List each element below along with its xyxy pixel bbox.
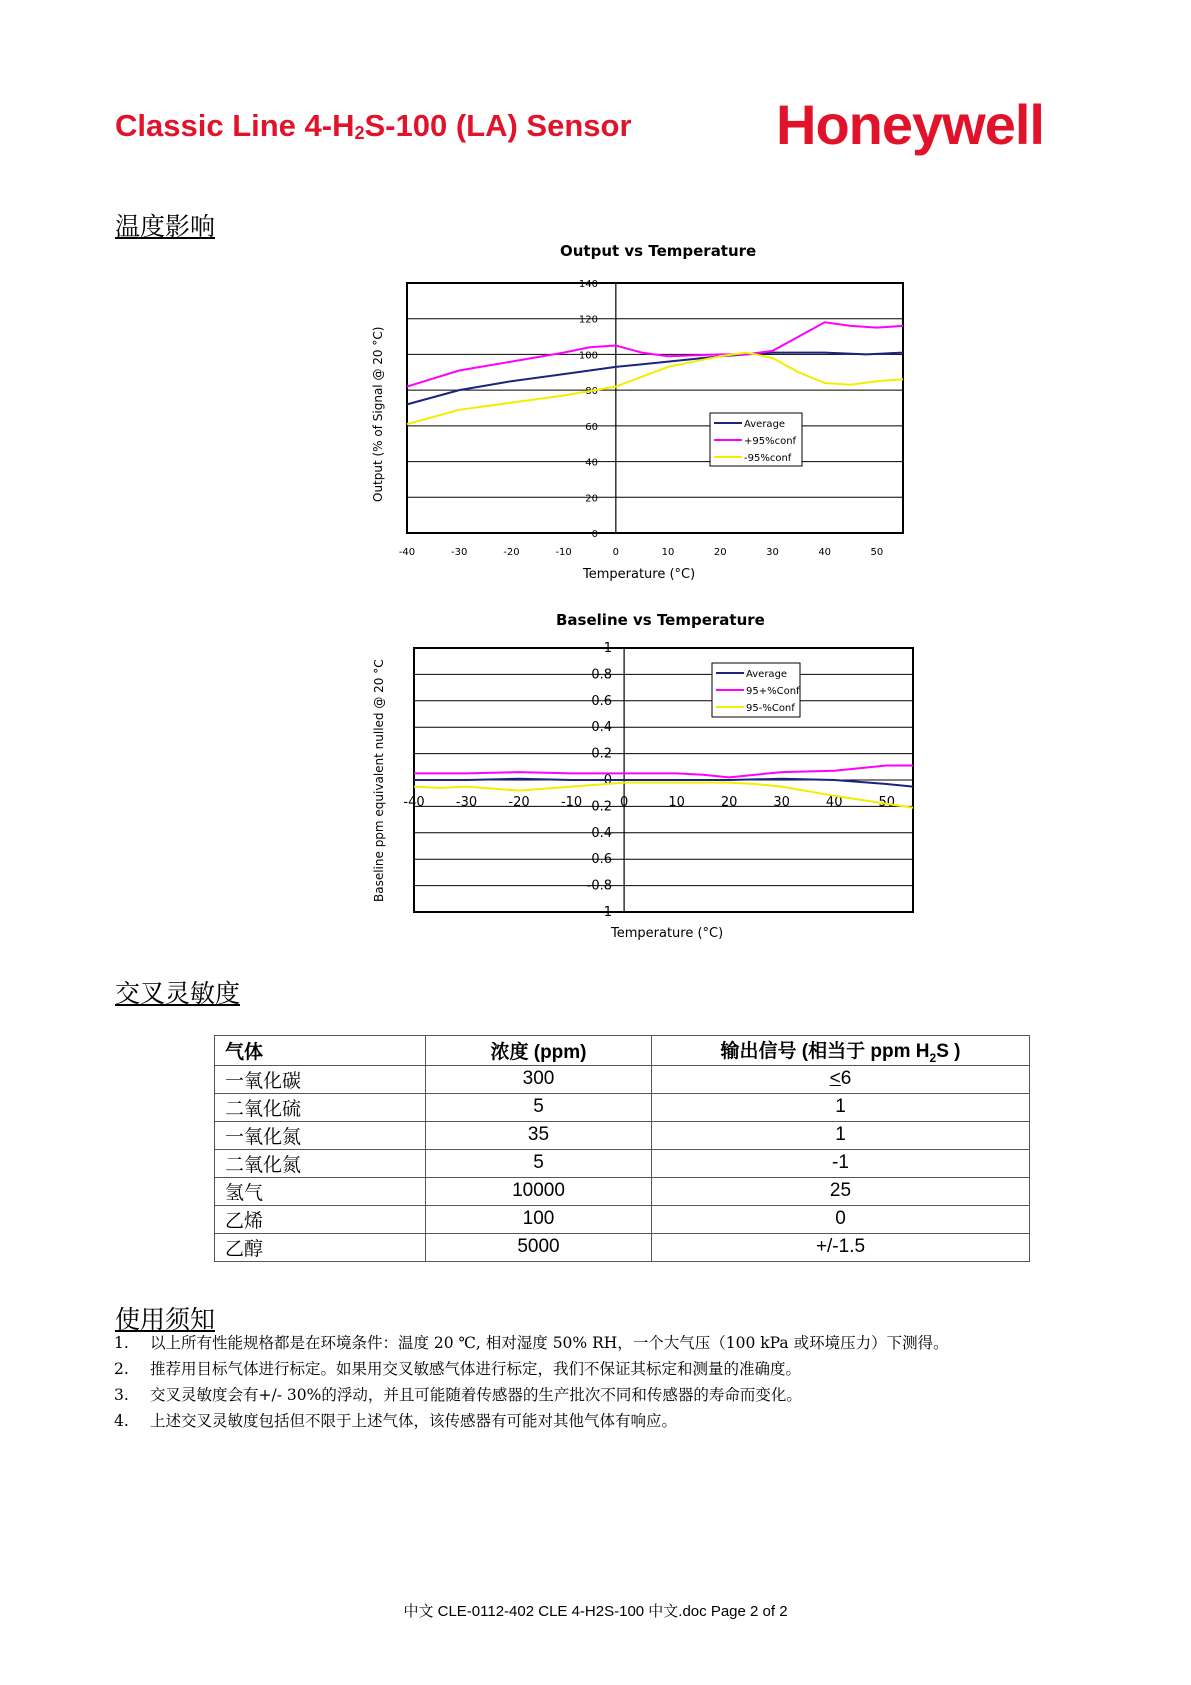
x-tick-label: -10 (560, 795, 583, 810)
chart2-xlabel: Temperature (°C) (611, 926, 724, 941)
list-item-number: 2. (114, 1360, 129, 1378)
legend-label: 95-%Conf (746, 703, 795, 714)
x-tick-label: 0 (619, 795, 629, 810)
table-cell-concentration: 100 (426, 1205, 652, 1233)
legend-label: +95%conf (744, 436, 797, 447)
x-tick-label: -10 (555, 547, 572, 558)
section-heading-usage-notes: 使用须知 (115, 1305, 216, 1334)
table-cell-output: <6 (652, 1065, 1030, 1093)
list-item-text: 交叉灵敏度会有+/- 30%的浮动，并且可能随着传感器的生产批次不同和传感器的寿命而变化。 (150, 1386, 802, 1404)
list-item-number: 3. (114, 1386, 129, 1404)
table-header-gas: 气体 (215, 1036, 426, 1066)
y-tick-label: 80 (585, 386, 598, 398)
table-cell-output: 25 (652, 1177, 1030, 1205)
table-cell-concentration: 5 (426, 1149, 652, 1177)
list-item-text: 上述交叉灵敏度包括但不限于上述气体，该传感器有可能对其他气体有响应。 (150, 1412, 678, 1430)
table-header-row (215, 1036, 1030, 1066)
y-tick-label: 0.2 (591, 799, 612, 815)
table-header-output: 输出信号 (相当于 ppm $H_2S$ ) (652, 1036, 1030, 1066)
y-tick-label: 100 (578, 350, 598, 362)
table-row (215, 1093, 1030, 1121)
table-row (215, 1065, 1030, 1093)
table-cell-concentration: 35 (426, 1121, 652, 1149)
list-item-text: 推荐用目标气体进行标定。如果用交叉敏感气体进行标定，我们不保证其标定和测量的准确度。 (150, 1360, 802, 1378)
x-tick-label: 30 (773, 795, 790, 810)
table-cell-output: 1 (652, 1121, 1030, 1149)
x-tick-label: 50 (870, 547, 884, 558)
page-footer: 中文 CLE-0112-402 CLE 4-H2S-100 中文.doc Page 2 of 2 (403, 1603, 788, 1620)
table-row (215, 1149, 1030, 1177)
y-tick-label: 0.2 (591, 746, 612, 762)
table-row (215, 1177, 1030, 1205)
chart1-title: Output vs Temperature (560, 242, 757, 260)
honeywell-logo: Honeywell (776, 93, 1044, 156)
y-tick-label: 0.8 (591, 667, 612, 683)
table-cell-output: +/-1.5 (652, 1233, 1030, 1261)
x-tick-label: 0 (612, 547, 620, 558)
list-item (114, 1382, 949, 1408)
table-row (215, 1233, 1030, 1261)
usage-notes-list (114, 1330, 949, 1434)
cross-sensitivity-table (214, 1035, 1030, 1262)
x-tick-label: -40 (398, 547, 416, 558)
x-tick-label: 20 (713, 547, 727, 558)
x-tick-label: -30 (451, 547, 468, 558)
y-tick-label: 1 (603, 641, 612, 656)
table-cell-concentration: 5000 (426, 1233, 652, 1261)
section-heading-temperature: 温度影响 (115, 212, 216, 241)
y-tick-label: 120 (578, 314, 598, 326)
y-tick-label: 0.6 (591, 693, 612, 709)
x-tick-label: -20 (508, 795, 530, 810)
table-header-concentration: 浓度 (ppm) (426, 1036, 652, 1066)
table-cell-output: 1 (652, 1093, 1030, 1121)
table-row (215, 1205, 1030, 1233)
table-cell-gas: 一氧化碳 (215, 1065, 426, 1093)
chart1-xlabel: Temperature (°C) (583, 567, 696, 582)
x-tick-label: 10 (668, 795, 685, 810)
document-title: Classic Line $4-H_2S-100$ (LA) Sensor (115, 108, 632, 143)
chart2-title: Baseline vs Temperature (556, 611, 765, 629)
y-tick-label: -0.8 (586, 878, 612, 894)
x-tick-label: -20 (503, 547, 520, 558)
table-cell-gas: 氢气 (215, 1177, 426, 1205)
list-item (114, 1330, 949, 1356)
y-tick-label: 60 (585, 421, 598, 433)
y-tick-label: 0.6 (591, 852, 612, 868)
y-tick-label: 0.4 (591, 720, 612, 736)
y-tick-label: 0 (591, 529, 598, 540)
list-item-number: 4. (114, 1412, 129, 1430)
chart1-ylabel: Output (% of Signal @ 20 °C) (371, 326, 385, 502)
x-tick-label: 40 (825, 795, 843, 810)
list-item (114, 1408, 949, 1434)
table-cell-gas: 一氧化氮 (215, 1121, 426, 1149)
table-cell-output: 0 (652, 1205, 1030, 1233)
x-tick-label: 40 (818, 547, 832, 558)
legend-label: 95+%Conf (746, 686, 800, 697)
x-tick-label: -30 (455, 795, 478, 810)
table-cell-concentration: 5 (426, 1093, 652, 1121)
list-item-number: 1. (114, 1334, 129, 1352)
x-tick-label: 50 (878, 795, 896, 810)
y-tick-label: 140 (578, 279, 598, 290)
list-item-text: 以上所有性能规格都是在环境条件：温度 20 ℃, 相对湿度 50% RH，一个大气压（100 kPa 或环境压力）下测得。 (150, 1334, 949, 1352)
legend-label: Average (746, 669, 788, 680)
y-tick-label: 40 (585, 457, 598, 469)
legend-label: -95%conf (744, 453, 792, 464)
y-tick-label: 0.4 (591, 825, 612, 841)
y-tick-label: 0 (603, 773, 612, 788)
section-heading-cross-sensitivity: 交叉灵敏度 (115, 979, 241, 1008)
x-tick-label: 20 (720, 795, 738, 810)
table-cell-output: -1 (652, 1149, 1030, 1177)
legend-label: Average (744, 419, 786, 430)
table-cell-concentration: 10000 (426, 1177, 652, 1205)
table-cell-gas: 乙醇 (215, 1233, 426, 1261)
chart2-ylabel: Baseline ppm equivalent nulled @ 20 °C (372, 659, 386, 902)
x-tick-label: -40 (403, 795, 425, 810)
table-cell-concentration: 300 (426, 1065, 652, 1093)
table-row (215, 1121, 1030, 1149)
table-cell-gas: 二氧化硫 (215, 1093, 426, 1121)
x-tick-label: 10 (661, 547, 675, 558)
y-tick-label: 20 (585, 493, 598, 505)
list-item (114, 1356, 949, 1382)
table-cell-gas: 二氧化氮 (215, 1149, 426, 1177)
x-tick-label: 30 (766, 547, 779, 558)
y-tick-label: 1 (603, 905, 612, 920)
table-cell-gas: 乙烯 (215, 1205, 426, 1233)
